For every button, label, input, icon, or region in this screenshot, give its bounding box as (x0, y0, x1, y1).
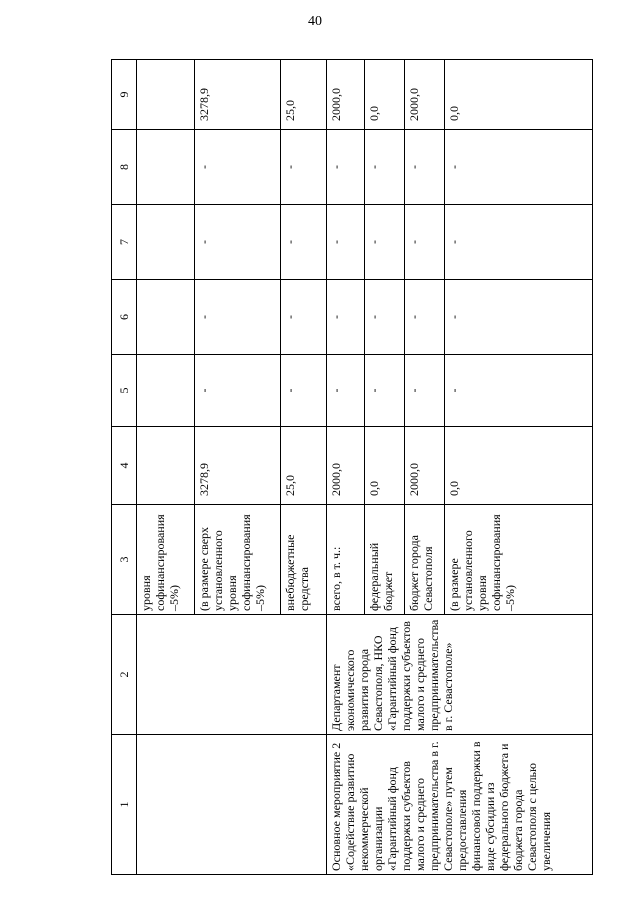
cell-source: (в размере сверх установленного уровня софинансирования –5%) (195, 505, 281, 615)
cell-value: - (281, 355, 327, 427)
col-header-4: 4 (112, 427, 137, 505)
cell-c1-empty (137, 735, 327, 875)
budget-table (111, 59, 593, 875)
cell-source: всего, в т. ч.: (327, 505, 365, 615)
cell-value: - (327, 355, 365, 427)
cell-value: - (405, 205, 445, 280)
cell-value: - (281, 280, 327, 355)
cell-value (137, 60, 195, 130)
cell-value: - (405, 130, 445, 205)
cell-value: - (445, 355, 593, 427)
cell-value: - (365, 355, 405, 427)
cell-value: 0,0 (445, 60, 593, 130)
cell-value (137, 205, 195, 280)
col-header-6: 6 (112, 280, 137, 355)
cell-source: внебюджетные средства (281, 505, 327, 615)
cell-value: - (405, 280, 445, 355)
cell-value: 25,0 (281, 427, 327, 505)
cell-value: - (365, 280, 405, 355)
cell-value: 0,0 (365, 60, 405, 130)
table-row (327, 60, 365, 875)
cell-value: - (195, 205, 281, 280)
cell-value: - (445, 280, 593, 355)
cell-value (137, 130, 195, 205)
cell-value: - (281, 205, 327, 280)
cell-value: - (195, 280, 281, 355)
cell-source: уровня софинансирования –5%) (137, 505, 195, 615)
rotated-table-wrapper (111, 60, 596, 875)
cell-measure-2-title: Основное мероприятие 2 «Содействие развитию некоммерческой организации «Гарантийный фонд поддержки субъектов малого и среднего предпринимательства в г. Севастополе» путем предоставления финансовой поддержки в виде субсидии из федерального бюджета и бюджета города Севастополя с целью увеличения (327, 735, 593, 875)
table-row (137, 60, 195, 875)
cell-value: - (195, 355, 281, 427)
col-header-9: 9 (112, 60, 137, 130)
cell-value: - (327, 280, 365, 355)
cell-value (137, 280, 195, 355)
cell-value (137, 355, 195, 427)
cell-c2-empty (137, 615, 327, 735)
cell-value: - (365, 130, 405, 205)
cell-value: - (445, 205, 593, 280)
cell-source: (в размере установленного уровня софинансирования –5%) (445, 505, 593, 615)
cell-value: 0,0 (445, 427, 593, 505)
cell-source: федеральный бюджет (365, 505, 405, 615)
col-header-8: 8 (112, 130, 137, 205)
cell-value: - (281, 130, 327, 205)
cell-value: 2000,0 (327, 60, 365, 130)
cell-source: бюджет города Севастополя (405, 505, 445, 615)
col-header-5: 5 (112, 355, 137, 427)
cell-value: - (327, 130, 365, 205)
cell-value: - (445, 130, 593, 205)
cell-value (137, 427, 195, 505)
cell-value: 25,0 (281, 60, 327, 130)
cell-value: 2000,0 (327, 427, 365, 505)
col-header-3: 3 (112, 505, 137, 615)
cell-value: - (327, 205, 365, 280)
col-header-2: 2 (112, 615, 137, 735)
col-header-1: 1 (112, 735, 137, 875)
cell-value: - (365, 205, 405, 280)
cell-value: 3278,9 (195, 427, 281, 505)
cell-value: - (405, 355, 445, 427)
cell-value: 2000,0 (405, 427, 445, 505)
page-number: 40 (308, 14, 322, 29)
cell-value: 3278,9 (195, 60, 281, 130)
cell-value: 0,0 (365, 427, 405, 505)
cell-measure-2-executor: Департамент экономического развития города Севастополя, НКО «Гарантийный фонд поддержки субъектов малого и среднего предпринимательства в г. Севастополе» (327, 615, 593, 735)
cell-value: 2000,0 (405, 60, 445, 130)
col-header-7: 7 (112, 205, 137, 280)
cell-value: - (195, 130, 281, 205)
header-row (112, 60, 137, 875)
